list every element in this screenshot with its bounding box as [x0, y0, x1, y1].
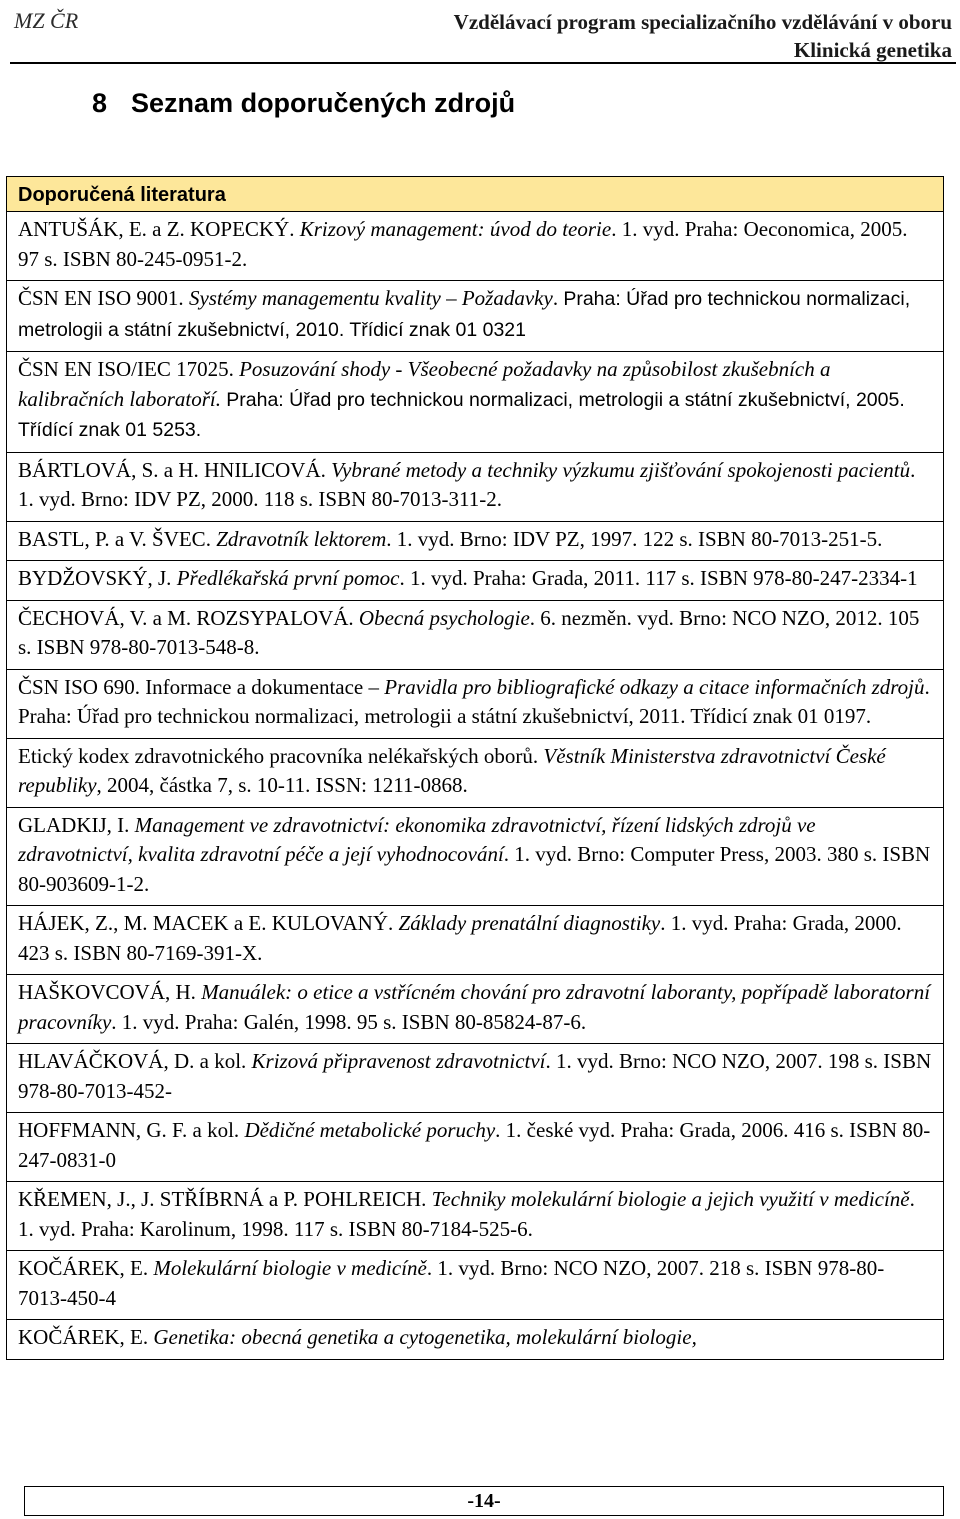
- literature-entry: [7, 738, 944, 807]
- entry-text: . 1. vyd. Brno: IDV PZ, 1997. 122 s. ISBN 80-7013-251-5.: [386, 526, 883, 551]
- entry-text: Praha: Úřad pro technickou normalizaci, metrologii a státní zkušebnictví, 2005. Třídící znak 01 5253.: [18, 388, 905, 441]
- entry-title: Předlékařská první pomoc: [176, 566, 400, 590]
- literature-row: [7, 1044, 944, 1113]
- entry-text: , 2004, částka 7, s. 10-11. ISSN: 1211-0868.: [96, 773, 468, 797]
- entry-text: . 1. české vyd. Praha: Grada, 2006. 416 s. ISBN 80-247-0831-0: [18, 1118, 931, 1172]
- entry-text: ANTUŠÁK, E. a Z. KOPECKÝ.: [18, 217, 300, 241]
- header-program-title: [454, 8, 952, 64]
- entry-title: Posuzování shody - Všeobecné požadavky na způsobilost zkušebních a kalibračních laboratoří.: [18, 357, 831, 411]
- entry-title: Management ve zdravotnictví: ekonomika zdravotnictví, řízení lidských zdrojů ve zdravotnictví, kvalita zdravotní péče a její vyhodnocování: [18, 812, 816, 866]
- entry-title: Molekulární biologie v medicíně: [153, 1256, 427, 1280]
- entry-title: Dědičné metabolické poruchy: [244, 1118, 496, 1142]
- entry-title: Zdravotník lektorem: [216, 526, 387, 551]
- literature-row: [7, 1320, 944, 1360]
- literature-entry: [7, 807, 944, 906]
- entry-text: . 1. vyd. Praha: Karolinum, 1998. 117 s. ISBN 80-7184-525-6.: [18, 1187, 915, 1241]
- entry-title: Krizový management: úvod do teorie: [299, 217, 612, 241]
- entry-text: .: [552, 286, 564, 310]
- section-title: Seznam doporučených zdrojů: [131, 88, 516, 118]
- entry-title: Systémy managementu kvality – Požadavky: [188, 286, 553, 310]
- entry-text: GLADKIJ, I.: [18, 812, 135, 837]
- literature-row: [7, 600, 944, 669]
- entry-text: BÁRTLOVÁ, S. a H. HNILICOVÁ.: [18, 457, 332, 482]
- literature-entry: [7, 1251, 944, 1320]
- entry-text: KOČÁREK, E.: [18, 1325, 154, 1349]
- entry-text: . 1. vyd. Brno: NCO NZO, 2007. 218 s. ISBN 978-80-7013-450-4: [18, 1256, 885, 1310]
- entry-title: Techniky molekulární biologie a jejich využití v medicíně: [431, 1187, 910, 1211]
- header-ministry: MZ ČR: [14, 8, 79, 33]
- literature-row: [7, 352, 944, 453]
- header-title-line2: Klinická genetika: [793, 38, 952, 62]
- literature-table: [6, 176, 944, 1360]
- entry-text: . 1. vyd. Brno: Computer Press, 2003. 380 s. ISBN 80-903609-1-2.: [18, 842, 931, 896]
- entry-text: HLAVÁČKOVÁ, D. a kol.: [18, 1049, 252, 1073]
- literature-entry: [7, 1320, 944, 1360]
- entry-text: . 1. vyd. Praha: Galén, 1998. 95 s. ISBN 80-85824-87-6.: [111, 1009, 587, 1034]
- literature-entry: [7, 906, 944, 975]
- entry-title: Manuálek: o etice a vstřícném chování pro zdravotní laboranty, popřípadě laboratorní pracovníky: [18, 980, 931, 1034]
- entry-title: Základy prenatální diagnostiky: [398, 911, 661, 935]
- literature-entry: [7, 669, 944, 738]
- literature-entry: [7, 452, 944, 521]
- literature-entry: [7, 521, 944, 561]
- entry-text: . 1. vyd. Brno: IDV PZ, 2000. 118 s. ISBN 80-7013-311-2.: [18, 457, 916, 511]
- entry-text: Etický kodex zdravotnického pracovníka nelékařských oborů.: [18, 743, 544, 768]
- entry-text: Praha: Úřad pro technickou normalizaci, metrologii a státní zkušebnictví, 2010. Třídicí znak 01 0321: [18, 288, 911, 341]
- literature-row: [7, 561, 944, 601]
- literature-entry: [7, 281, 944, 352]
- entry-text: HAŠKOVCOVÁ, H.: [18, 980, 202, 1004]
- entry-text: . Praha: Úřad pro technickou normalizaci, metrologii a státní zkušebnictví, 2011. Třídicí znak 01 0197.: [18, 674, 930, 728]
- entry-text: . 1. vyd. Praha: Grada, 2011. 117 s. ISBN 978-80-247-2334-1: [399, 566, 918, 590]
- literature-row: [7, 807, 944, 906]
- literature-entry: [7, 212, 944, 281]
- entry-text: BYDŽOVSKÝ, J.: [18, 566, 177, 590]
- entry-text: . 1. vyd. Praha: Oeconomica, 2005. 97 s. ISBN 80-245-0951-2.: [18, 217, 908, 271]
- literature-entry: [7, 352, 944, 453]
- entry-text: HOFFMANN, G. F. a kol.: [18, 1118, 245, 1142]
- entry-title: Obecná psychologie: [358, 605, 530, 630]
- literature-row: [7, 669, 944, 738]
- literature-row: [7, 738, 944, 807]
- literature-row: [7, 212, 944, 281]
- entry-text: KOČÁREK, E.: [18, 1256, 154, 1280]
- literature-entry: [7, 1044, 944, 1113]
- literature-row: [7, 281, 944, 352]
- entry-text: BASTL, P. a V. ŠVEC.: [18, 526, 217, 551]
- table-heading-row: [7, 177, 944, 212]
- entry-text: ČSN EN ISO/IEC 17025.: [18, 357, 240, 381]
- entry-text: . 1. vyd. Brno: NCO NZO, 2007. 198 s. ISBN 978-80-7013-452-: [18, 1049, 932, 1103]
- literature-entry: [7, 1113, 944, 1182]
- entry-text: ČSN EN ISO 9001.: [18, 286, 189, 310]
- literature-row: [7, 975, 944, 1044]
- header-title-line1: Vzdělávací program specializačního vzdělávání v oboru: [453, 10, 952, 34]
- entry-text: HÁJEK, Z., M. MACEK a E. KULOVANÝ.: [18, 911, 399, 935]
- entry-text: ČECHOVÁ, V. a M. ROZSYPALOVÁ.: [18, 605, 359, 630]
- entry-text: ČSN ISO 690. Informace a dokumentace –: [18, 674, 385, 699]
- entry-title: Věstník Ministerstva zdravotnictví České republiky: [18, 743, 886, 797]
- literature-row: [7, 906, 944, 975]
- literature-row: [7, 1113, 944, 1182]
- entry-title: Genetika: obecná genetika a cytogenetika, molekulární biologie,: [153, 1325, 697, 1349]
- entry-text: . 6. nezměn. vyd. Brno: NCO NZO, 2012. 105 s. ISBN 978-80-7013-548-8.: [18, 605, 920, 659]
- entry-text: . 1. vyd. Praha: Grada, 2000. 423 s. ISBN 80-7169-391-X.: [18, 911, 902, 965]
- literature-row: [7, 1251, 944, 1320]
- literature-row: [7, 1182, 944, 1251]
- literature-entry: [7, 561, 944, 601]
- page-number: -14-: [24, 1486, 944, 1516]
- literature-entry: [7, 1182, 944, 1251]
- entry-title: Vybrané metody a techniky výzkumu zjišťování spokojenosti pacientů: [331, 457, 911, 482]
- section-number: 8: [92, 88, 108, 118]
- literature-entry: [7, 600, 944, 669]
- page-header: [10, 4, 956, 64]
- table-heading: Doporučená literatura: [7, 177, 944, 212]
- entry-text: KŘEMEN, J., J. STŘÍBRNÁ a P. POHLREICH.: [18, 1187, 432, 1211]
- entry-title: Krizová připravenost zdravotnictví: [251, 1049, 546, 1073]
- entry-title: Pravidla pro bibliografické odkazy a citace informačních zdrojů: [384, 674, 925, 699]
- section-heading: [92, 88, 515, 119]
- literature-row: [7, 452, 944, 521]
- literature-row: [7, 521, 944, 561]
- literature-entry: [7, 975, 944, 1044]
